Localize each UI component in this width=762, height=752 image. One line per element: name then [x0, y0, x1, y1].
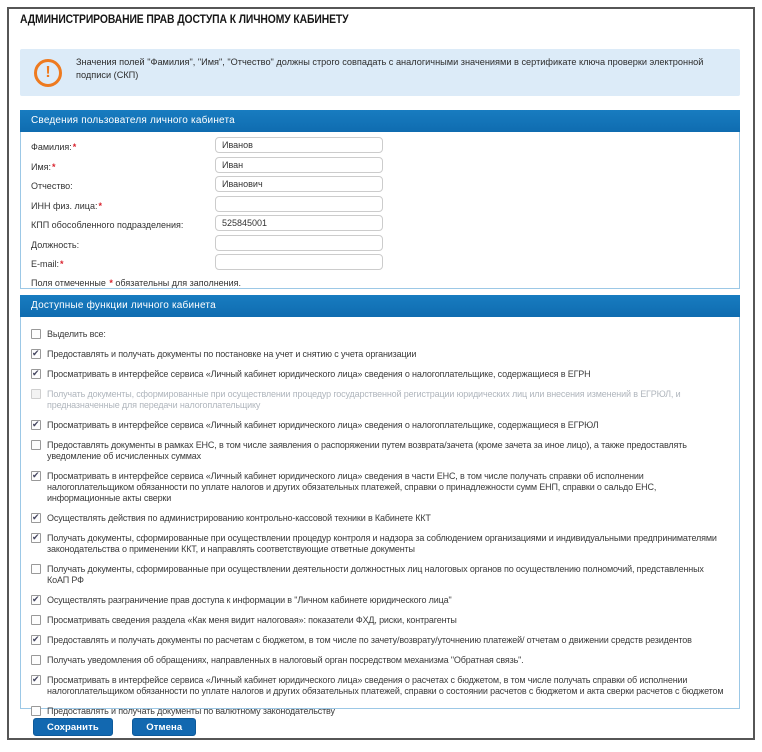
field-label: ИНН физ. лица:*: [31, 200, 102, 211]
field-row-email: [31, 254, 729, 274]
checkbox-icon[interactable]: [31, 369, 41, 379]
required-fields-note: Поля отмеченные * обязательны для заполнения.: [31, 277, 242, 288]
cancel-button[interactable]: Отмена: [132, 718, 196, 736]
checkbox-icon[interactable]: [31, 706, 41, 716]
checkbox-row[interactable]: [31, 675, 727, 697]
checkbox-icon[interactable]: [31, 533, 41, 543]
checkbox-row[interactable]: [31, 471, 727, 504]
checkbox-icon[interactable]: [31, 349, 41, 359]
warning-text: Значения полей "Фамилия", "Имя", "Отчество" должны строго совпадать с аналогичными значениями в сертификате ключа проверки электронной подписи (СКП): [76, 57, 704, 80]
field-row-firstname: [31, 157, 729, 177]
required-asterisk: *: [109, 277, 113, 288]
checkbox-label: Предоставлять документы в рамках ЕНС, в том числе заявления о распоряжении путем возврата/зачета (кроме зачета за иное лицо), а также предоставлять уведомление об исчисленных суммах: [47, 440, 687, 461]
field-label: Фамилия:*: [31, 142, 77, 152]
required-asterisk: *: [52, 161, 56, 172]
checkbox-row[interactable]: [31, 440, 727, 462]
checkbox-label: Предоставлять и получать документы по расчетам с бюджетом, в том числе по зачету/возврату/уточнению платежей/ отчетам о движении средств резидентов: [47, 635, 692, 645]
checkbox-row[interactable]: [31, 615, 727, 626]
user-info-body: [20, 132, 740, 289]
user-info-panel: [20, 110, 740, 289]
field-label: Имя:*: [31, 161, 56, 172]
checkbox-row[interactable]: [31, 706, 727, 717]
checkbox-row[interactable]: [31, 595, 727, 606]
email-input[interactable]: [215, 254, 383, 270]
checkbox-label: Предоставлять и получать документы по валютному законодательству: [47, 706, 335, 716]
field-label: E-mail:*: [31, 259, 64, 269]
checkbox-icon[interactable]: [31, 564, 41, 574]
checkbox-icon[interactable]: [31, 471, 41, 481]
warning-banner: [20, 49, 740, 96]
position-input[interactable]: [215, 235, 383, 251]
checkbox-label: Просматривать сведения раздела «Как меня видит налоговая»: показатели ФХД, риски, контрагенты: [47, 615, 457, 625]
checkbox-icon[interactable]: [31, 420, 41, 430]
checkbox-label: Просматривать в интерфейсе сервиса «Личный кабинет юридического лица» сведения о расчетах с бюджетом, в том числе получать справки об исполнении налогоплательщиком обязанности по уплате налогов и других обязательных платежей, справки о состоянии расчетов с бюджетом и акта сверки расчетов с бюджетом: [47, 675, 724, 696]
checkbox-row-select-all[interactable]: [31, 329, 727, 340]
required-asterisk: *: [60, 259, 64, 269]
checkbox-row[interactable]: [31, 655, 727, 666]
checkbox-row[interactable]: [31, 533, 727, 555]
field-label: Должность:: [31, 239, 80, 250]
user-info-header: Сведения пользователя личного кабинета: [20, 110, 740, 132]
checkbox-label: Выделить все:: [47, 329, 106, 339]
checkbox-icon[interactable]: [31, 513, 41, 523]
required-asterisk: *: [72, 142, 77, 152]
checkbox-row[interactable]: [31, 564, 727, 586]
firstname-input[interactable]: [215, 157, 383, 173]
checkbox-icon[interactable]: [31, 635, 41, 645]
lastname-input[interactable]: [215, 137, 383, 153]
checkbox-label: Просматривать в интерфейсе сервиса «Личный кабинет юридического лица» сведения о налогоплательщике, содержащиеся в ЕГРЮЛ: [47, 420, 599, 430]
exclamation-circle-icon: !: [34, 59, 62, 87]
checkbox-label: Предоставлять и получать документы по постановке на учет и снятию с учета организации: [47, 349, 417, 359]
functions-header: Доступные функции личного кабинета: [20, 295, 740, 317]
checkbox-icon[interactable]: [31, 440, 41, 450]
inn-input[interactable]: [215, 196, 383, 212]
checkbox-label: Получать документы, сформированные при осуществлении деятельности должностных лиц налоговых органов по осуществлению полномочий, представленных КоАП РФ: [47, 564, 704, 585]
middlename-input[interactable]: [215, 176, 383, 192]
kpp-input[interactable]: [215, 215, 383, 231]
action-buttons: [33, 717, 211, 736]
checkbox-label: Просматривать в интерфейсе сервиса «Личный кабинет юридического лица» сведения о налогоплательщике, содержащиеся в ЕГРН: [47, 369, 591, 379]
functions-panel: [20, 295, 740, 716]
checkbox-label: Получать документы, сформированные при осуществлении процедур государственной регистрации юридических лиц или внесения изменений в ЕГРЮЛ, и предназначенные для передачи налогоплательщику: [47, 389, 681, 410]
checkbox-icon: [31, 389, 41, 399]
checkbox-label: Просматривать в интерфейсе сервиса «Личный кабинет юридического лица» сведения в части ЕНС, в том числе получать справки об исполнении налогоплательщиком обязанности по уплате налогов и других обязательных платежей, справки о принадлежности сумм ЕНП, справки о сальдо ЕНС, информационные акты сверки: [47, 471, 657, 503]
checkbox-label: Осуществлять разграничение прав доступа к информации в "Личном кабинете юридического лица": [47, 595, 452, 605]
checkbox-row[interactable]: [31, 513, 727, 524]
field-row-kpp: [31, 215, 729, 235]
checkbox-label: Осуществлять действия по администрированию контрольно-кассовой техники в Кабинете ККТ: [47, 513, 431, 523]
checkbox-row[interactable]: [31, 420, 727, 431]
checkbox-icon[interactable]: [31, 675, 41, 685]
field-row-lastname: [31, 137, 729, 157]
field-row-middlename: [31, 176, 729, 196]
checkbox-icon[interactable]: [31, 595, 41, 605]
checkbox-icon[interactable]: [31, 329, 41, 339]
checkbox-label: Получать документы, сформированные при осуществлении процедур контроля и надзора за соблюдением организациями и индивидуальными предпринимателями законодательства о применении ККТ, и направлять соответствующие ответные документы: [47, 533, 717, 554]
field-label: КПП обособленного подразделения:: [31, 220, 184, 230]
checkbox-label: Получать уведомления об обращениях, направленных в налоговый орган посредством механизма "Обратная связь".: [47, 655, 524, 665]
checkbox-row[interactable]: [31, 369, 727, 380]
checkbox-row[interactable]: [31, 349, 727, 360]
checkbox-row: [31, 389, 727, 411]
checkbox-row[interactable]: [31, 635, 727, 646]
field-row-position: [31, 235, 729, 255]
field-row-inn: [31, 196, 729, 216]
field-label: Отчество:: [31, 181, 73, 191]
checkbox-icon[interactable]: [31, 615, 41, 625]
required-asterisk: *: [98, 200, 102, 211]
save-button[interactable]: Сохранить: [33, 718, 113, 736]
page-title: АДМИНИСТРИРОВАНИЕ ПРАВ ДОСТУПА К ЛИЧНОМУ КАБИНЕТУ: [20, 14, 349, 26]
functions-body: [20, 317, 740, 716]
checkbox-icon[interactable]: [31, 655, 41, 665]
